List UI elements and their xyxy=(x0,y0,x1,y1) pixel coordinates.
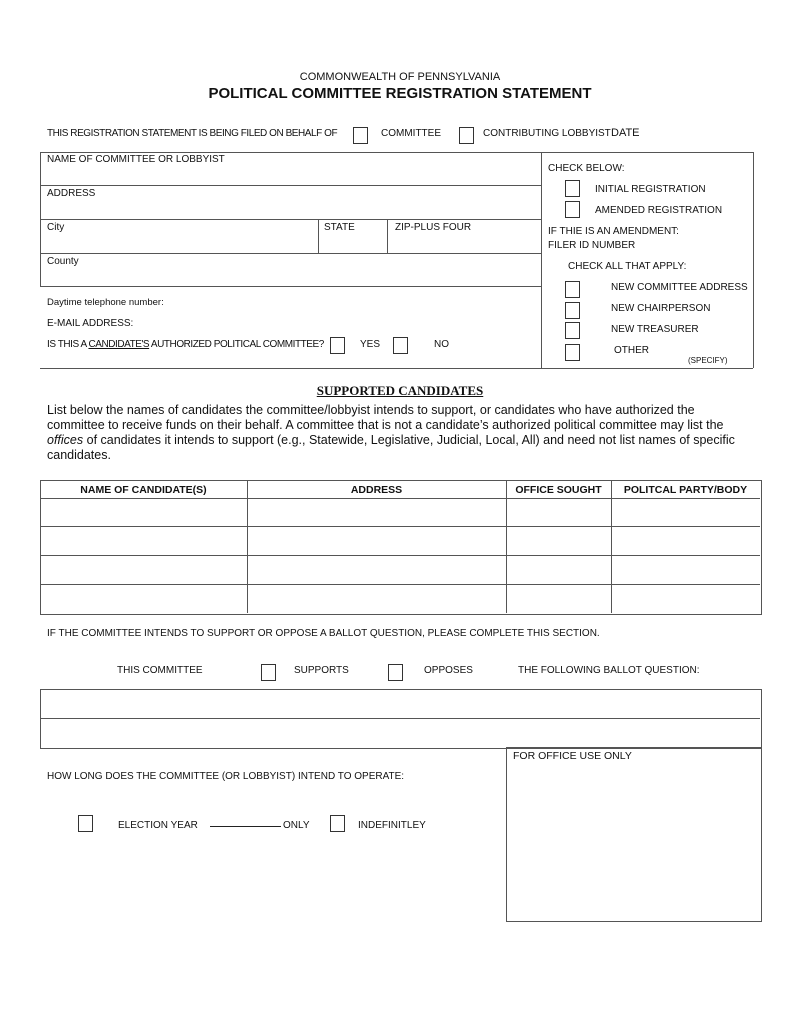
indefinitely-label: INDEFINITLEY xyxy=(358,820,426,831)
ballot-intro: IF THE COMMITTEE INTENDS TO SUPPORT OR OPPOSE A BALLOT QUESTION, PLEASE COMPLETE THIS SECTION. xyxy=(47,628,600,639)
no-checkbox[interactable] xyxy=(393,337,408,354)
duration-question: HOW LONG DOES THE COMMITTEE (OR LOBBYIST) INTEND TO OPERATE: xyxy=(47,771,405,782)
new-treasurer-checkbox[interactable] xyxy=(565,322,580,339)
divider xyxy=(40,286,541,287)
no-label: NO xyxy=(434,339,449,350)
divider xyxy=(40,498,760,499)
divider xyxy=(40,555,760,556)
yes-label: YES xyxy=(360,339,381,350)
opposes-checkbox[interactable] xyxy=(388,664,403,681)
address-field-label: ADDRESS xyxy=(47,188,96,199)
ballot-question-field[interactable] xyxy=(40,689,762,749)
supports-label: SUPPORTS xyxy=(294,665,349,676)
amended-registration-label: AMENDED REGISTRATION xyxy=(595,205,723,216)
committee-label: COMMITTEE xyxy=(381,128,441,139)
county-field-label: County xyxy=(47,256,79,267)
state-header: COMMONWEALTH OF PENNSYLVANIA xyxy=(299,71,501,83)
column-header: ADDRESS xyxy=(350,484,403,496)
office-use-box xyxy=(506,747,762,922)
page-title: POLITICAL COMMITTEE REGISTRATION STATEMENT xyxy=(208,85,592,102)
city-field-label: City xyxy=(47,222,65,233)
section-heading xyxy=(0,384,800,397)
divider xyxy=(40,584,760,585)
new-address-label: NEW COMMITTEE ADDRESS xyxy=(611,282,748,293)
specify-label: (SPECIFY) xyxy=(688,356,728,365)
new-chair-label: NEW CHAIRPERSON xyxy=(611,303,711,314)
zip-field-label: ZIP-PLUS FOUR xyxy=(395,222,472,233)
opposes-label: OPPOSES xyxy=(424,665,473,676)
other-checkbox[interactable] xyxy=(565,344,580,361)
divider xyxy=(40,219,541,220)
initial-registration-label: INITIAL REGISTRATION xyxy=(595,184,706,195)
divider xyxy=(318,219,319,253)
instructions-text: of candidates it intends to support (e.g., Statewide, Legislative, Judicial, Local, All) and need not list names of specific candidates. xyxy=(47,433,735,462)
other-label: OTHER xyxy=(614,345,649,356)
new-chair-checkbox[interactable] xyxy=(565,302,580,319)
committee-checkbox[interactable] xyxy=(353,127,368,144)
authorized-question xyxy=(47,340,324,350)
new-address-checkbox[interactable] xyxy=(565,281,580,298)
supported-candidates-heading: SUPPORTED CANDIDATES xyxy=(316,383,484,398)
amended-registration-checkbox[interactable] xyxy=(565,201,580,218)
initial-registration-checkbox[interactable] xyxy=(565,180,580,197)
column-header: OFFICE SOUGHT xyxy=(515,484,602,496)
divider xyxy=(40,718,760,719)
instructions-text: List below the names of candidates the committee/lobbyist intends to support, or candidates who have authorized the committee to receive funds on their behalf. A committee that is not a candidate’s authorized political committee may list the xyxy=(47,403,724,432)
indefinitely-checkbox[interactable] xyxy=(330,815,345,832)
amendment-label: IF THIE IS AN AMENDMENT: xyxy=(548,226,679,237)
divider xyxy=(753,152,754,368)
phone-field-label: Daytime telephone number: xyxy=(47,297,164,308)
election-year-label: ELECTION YEAR xyxy=(118,820,198,831)
email-field-label: E-MAIL ADDRESS: xyxy=(47,318,134,329)
column-header: NAME OF CANDIDATE(S) xyxy=(80,484,207,496)
yes-checkbox[interactable] xyxy=(330,337,345,354)
divider xyxy=(40,152,753,153)
office-use-label: FOR OFFICE USE ONLY xyxy=(513,750,632,762)
only-label: ONLY xyxy=(283,820,310,831)
supports-checkbox[interactable] xyxy=(261,664,276,681)
lobbyist-checkbox[interactable] xyxy=(459,127,474,144)
divider xyxy=(247,480,248,613)
this-committee-label: THIS COMMITTEE xyxy=(117,665,203,676)
divider xyxy=(40,185,541,186)
divider xyxy=(506,480,507,613)
authorized-text: AUTHORIZED POLITICAL COMMITTEE? xyxy=(149,339,324,350)
filer-id-label: FILER ID NUMBER xyxy=(548,240,636,251)
candidates-instructions xyxy=(47,403,752,463)
divider xyxy=(541,152,542,368)
authorized-text: IS THIS A xyxy=(47,339,89,350)
date-label: DATE xyxy=(611,127,640,139)
candidates-table xyxy=(40,480,762,615)
divider xyxy=(40,526,760,527)
divider xyxy=(611,480,612,613)
filing-label: THIS REGISTRATION STATEMENT IS BEING FILED ON BEHALF OF xyxy=(47,128,338,139)
name-field-label: NAME OF COMMITTEE OR LOBBYIST xyxy=(47,154,225,165)
divider xyxy=(40,368,753,369)
instructions-emphasis: offices xyxy=(47,433,84,447)
column-header: POLITCAL PARTY/BODY xyxy=(623,484,748,496)
authorized-underlined: CANDIDATE'S xyxy=(88,339,150,350)
ballot-question-label: THE FOLLOWING BALLOT QUESTION: xyxy=(518,665,700,676)
new-treasurer-label: NEW TREASURER xyxy=(611,324,699,335)
election-year-blank[interactable] xyxy=(210,826,281,827)
check-below-label: CHECK BELOW: xyxy=(548,163,625,174)
check-all-label: CHECK ALL THAT APPLY: xyxy=(568,261,687,272)
state-field-label: STATE xyxy=(324,222,355,233)
divider xyxy=(40,253,541,254)
divider xyxy=(387,219,388,253)
election-year-checkbox[interactable] xyxy=(78,815,93,832)
lobbyist-label: CONTRIBUTING LOBBYIST xyxy=(483,128,611,139)
